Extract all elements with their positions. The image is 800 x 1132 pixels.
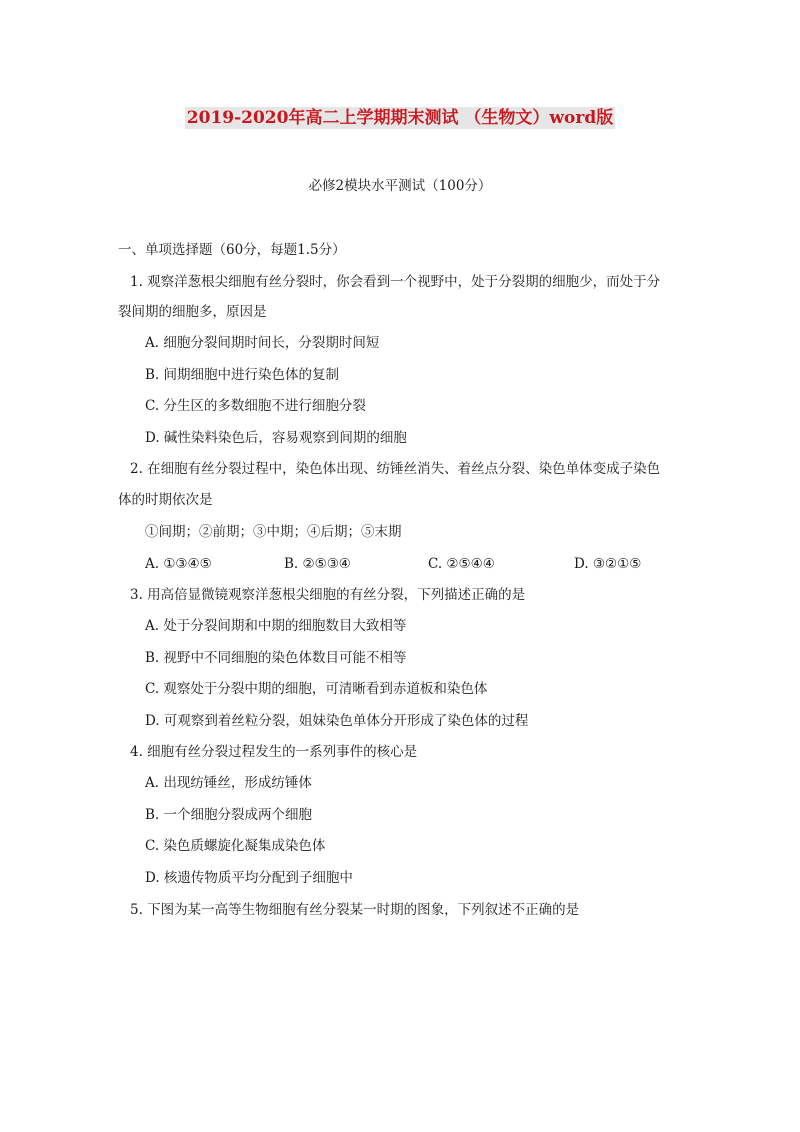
question-4-option-b: B. 一个细胞分裂成两个细胞 [145, 807, 313, 823]
question-3-option-b: B. 视野中不同细胞的染色体数目可能不相等 [145, 650, 407, 666]
question-3-option-a: A. 处于分裂间期和中期的细胞数目大致相等 [145, 618, 407, 634]
question-4-stem: 4. 细胞有丝分裂过程发生的一系列事件的核心是 [130, 744, 418, 760]
question-1-option-d: D. 碱性染料染色后，容易观察到间期的细胞 [145, 430, 407, 446]
question-2-phase-list: ①间期；②前期；③中期；④后期；⑤末期 [145, 524, 402, 540]
question-1-stem-continued: 裂间期的细胞多，原因是 [118, 304, 267, 320]
question-1-option-c: C. 分生区的多数细胞不进行细胞分裂 [145, 398, 366, 414]
question-2-option-c: C. ②⑤④④ [428, 556, 495, 572]
question-4-option-a: A. 出现纺锤丝，形成纺锤体 [145, 775, 312, 791]
question-1-stem: 1. 观察洋葱根尖细胞有丝分裂时，你会看到一个视野中，处于分裂期的细胞少，而处于分 [130, 274, 661, 290]
question-5-stem: 5. 下图为某一高等生物细胞有丝分裂某一时期的图象，下列叙述不正确的是 [130, 902, 580, 918]
question-2-options-row [145, 554, 705, 574]
section-heading: 一、单项选择题（60分，每题1.5分） [118, 242, 346, 258]
document-title: 2019-2020年高二上学期期末测试 （生物文）word版 [186, 108, 614, 128]
question-4-option-c: C. 染色质螺旋化凝集成染色体 [145, 838, 326, 854]
question-3-stem: 3. 用高倍显微镜观察洋葱根尖细胞的有丝分裂，下列描述正确的是 [130, 587, 526, 603]
question-2-stem: 2. 在细胞有丝分裂过程中，染色体出现、纺锤丝消失、着丝点分裂、染色单体变成子染色 [130, 461, 661, 477]
question-4-option-d: D. 核遗传物质平均分配到子细胞中 [145, 870, 353, 886]
question-3-option-d: D. 可观察到着丝粒分裂，姐妹染色单体分开形成了染色体的过程 [145, 713, 529, 729]
question-2-option-b: B. ②⑤③④ [284, 556, 351, 572]
question-1-option-b: B. 间期细胞中进行染色体的复制 [145, 367, 340, 383]
document-subtitle: 必修2模块水平测试（100分） [308, 178, 492, 194]
question-2-option-d: D. ③②①⑤ [574, 556, 642, 572]
question-2-stem-continued: 体的时期依次是 [118, 492, 213, 508]
question-3-option-c: C. 观察处于分裂中期的细胞，可清晰看到赤道板和染色体 [145, 681, 488, 697]
question-1-option-a: A. 细胞分裂间期时间长，分裂期时间短 [145, 335, 380, 351]
question-2-option-a: A. ①③④⑤ [145, 556, 212, 572]
